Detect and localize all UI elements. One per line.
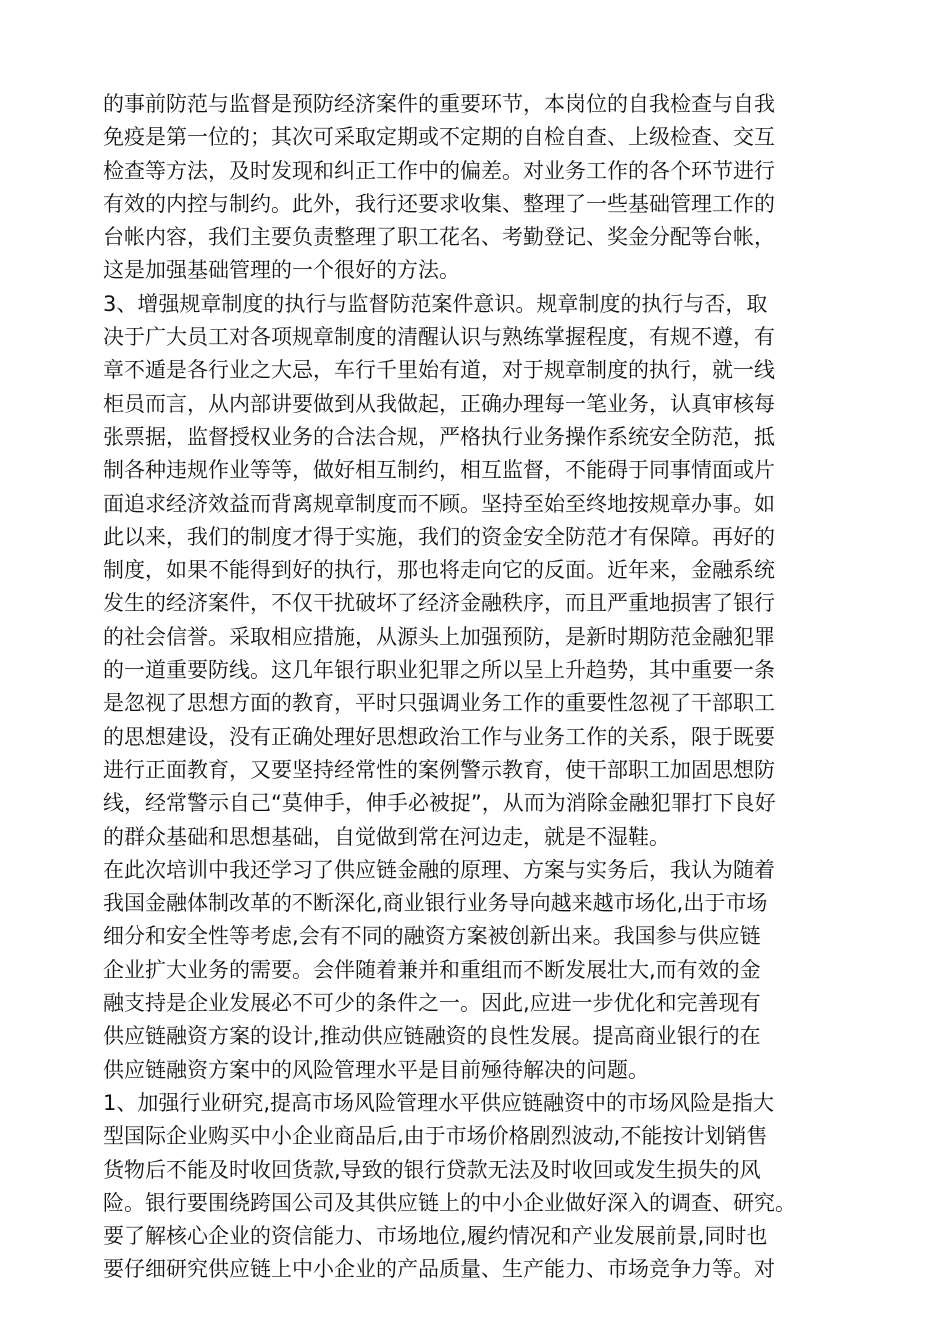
text-line: 融支持是企业发展必不可少的条件之一。因此,应进一步优化和完善现有 bbox=[103, 991, 761, 1016]
text-line: 要仔细研究供应链上中小企业的产品质量、生产能力、市场竞争力等。对 bbox=[103, 1257, 775, 1282]
text-line: 险。银行要围绕跨国公司及其供应链上的中小企业做好深入的调查、研究。 bbox=[103, 1190, 796, 1215]
text-line: 检查等方法，及时发现和纠正工作中的偏差。对业务工作的各个环节进行 bbox=[103, 158, 775, 183]
text-line: 决于广大员工对各项规章制度的清醒认识与熟练掌握程度，有规不遵，有 bbox=[103, 325, 775, 350]
text-line: 我国金融体制改革的不断深化,商业银行业务导向越来越市场化,出于市场 bbox=[103, 891, 768, 916]
text-line: 要了解核心企业的资信能力、市场地位,履约情况和产业发展前景,同时也 bbox=[103, 1224, 768, 1249]
text-line: 此以来，我们的制度才得于实施，我们的资金安全防范才有保障。再好的 bbox=[103, 524, 775, 549]
text-line: 章不遁是各行业之大忌，车行千里始有道，对于规章制度的执行，就一线 bbox=[103, 358, 775, 383]
text-line: 的群众基础和思想基础，自觉做到常在河边走，就是不湿鞋。 bbox=[103, 824, 670, 849]
text-line: 企业扩大业务的需要。会伴随着兼并和重组而不断发展壮大,而有效的金 bbox=[103, 957, 761, 982]
text-line: 这是加强基础管理的一个很好的方法。 bbox=[103, 258, 460, 283]
text-line: 在此次培训中我还学习了供应链金融的原理、方案与实务后，我认为随着 bbox=[103, 857, 775, 882]
text-line: 台帐内容，我们主要负责整理了职工花名、考勤登记、奖金分配等台帐， bbox=[103, 225, 775, 250]
text-line: 是忽视了思想方面的教育，平时只强调业务工作的重要性忽视了干部职工 bbox=[103, 691, 775, 716]
text-line: 供应链融资方案的设计,推动供应链融资的良性发展。提高商业银行的在 bbox=[103, 1024, 761, 1049]
text-line: 制度，如果不能得到好的执行，那也将走向它的反面。近年来，金融系统 bbox=[103, 558, 775, 583]
text-line: 型国际企业购买中小企业商品后,由于市场价格剧烈波动,不能按计划销售 bbox=[103, 1124, 768, 1149]
text-line: 制各种违规作业等等，做好相互制约，相互监督，不能碍于同事情面或片 bbox=[103, 458, 775, 483]
text-line: 面追求经济效益而背离规章制度而不顾。坚持至始至终地按规章办事。如 bbox=[103, 491, 775, 516]
text-line: 发生的经济案件，不仅干扰破坏了经济金融秩序，而且严重地损害了银行 bbox=[103, 591, 775, 616]
text-line: 进行正面教育，又要坚持经常性的案例警示教育，使干部职工加固思想防 bbox=[103, 757, 775, 782]
text-line: 柜员而言，从内部讲要做到从我做起，正确办理每一笔业务，认真审核每 bbox=[103, 391, 775, 416]
body-text bbox=[103, 88, 863, 1287]
text-line: 供应链融资方案中的风险管理水平是目前殛待解决的问题。 bbox=[103, 1057, 649, 1082]
text-line: 细分和安全性等考虑,会有不同的融资方案被创新出来。我国参与供应链 bbox=[103, 924, 761, 949]
text-line: 有效的内控与制约。此外，我行还要求收集、整理了一些基础管理工作的 bbox=[103, 191, 775, 216]
text-line: 的社会信誉。采取相应措施，从源头上加强预防，是新时期防范金融犯罪 bbox=[103, 624, 775, 649]
text-line: 免疫是第一位的；其次可采取定期或不定期的自检自查、上级检查、交互 bbox=[103, 125, 775, 150]
text-line: 3、增强规章制度的执行与监督防范案件意识。规章制度的执行与否，取 bbox=[103, 291, 768, 316]
text-line: 的事前防范与监督是预防经济案件的重要环节，本岗位的自我检查与自我 bbox=[103, 92, 775, 116]
text-line: 线，经常警示自己“莫伸手，伸手必被捉”，从而为消除金融犯罪打下良好 bbox=[103, 791, 776, 816]
text-line: 1、加强行业研究,提高市场风险管理水平供应链融资中的市场风险是指大 bbox=[103, 1090, 775, 1115]
text-line: 货物后不能及时收回货款,导致的银行贷款无法及时收回或发生损失的风 bbox=[103, 1157, 761, 1182]
text-line: 的思想建设，没有正确处理好思想政治工作与业务工作的关系，限于既要 bbox=[103, 724, 775, 749]
text-line: 的一道重要防线。这几年银行职业犯罪之所以呈上升趋势，其中重要一条 bbox=[103, 658, 775, 683]
text-line: 张票据，监督授权业务的合法合规，严格执行业务操作系统安全防范，抵 bbox=[103, 424, 775, 449]
